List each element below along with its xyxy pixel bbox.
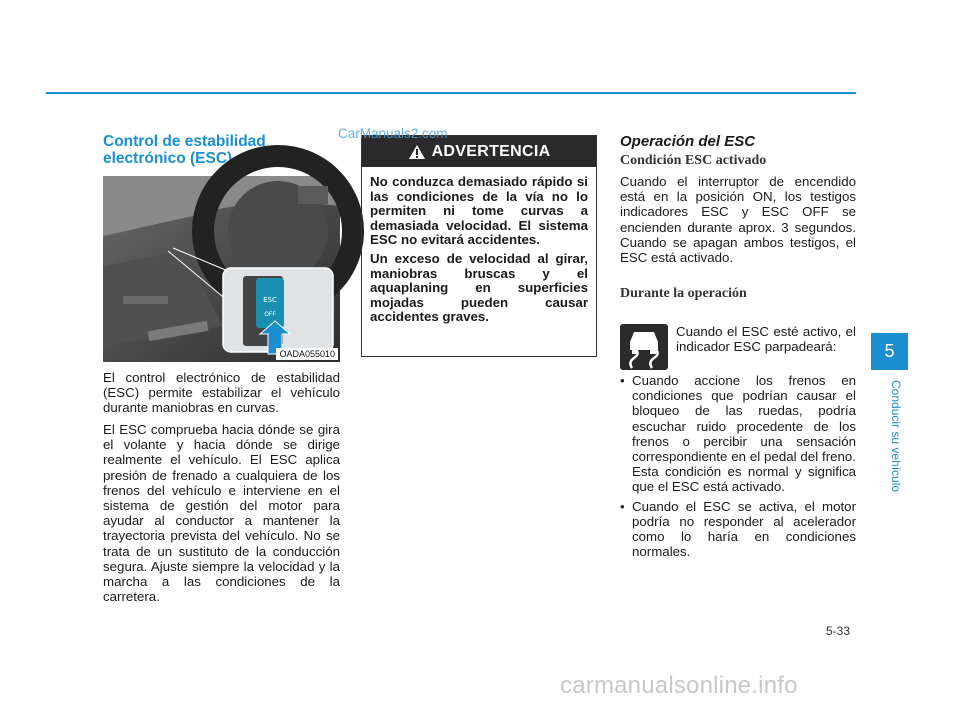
activated-paragraph: Cuando el interruptor de encendido está en la posición ON, los testigos indicadores ESC y ESC OFF se encienden durante aprox. 3 segundos. Cuando se apagan ambos testigos, el ESC está activado.	[620, 174, 856, 266]
chapter-number-tab: 5	[871, 333, 908, 370]
warning-box	[361, 135, 597, 357]
top-watermark: CarManuals2.com	[338, 126, 448, 141]
subheading-during-operation: Durante la operación	[620, 286, 747, 302]
warning-paragraph-1: No conduzca demasiado rápido si las condiciones de la vía no lo permiten ni tome curvas a demasiada velocidad. El sistema ESC no evitará accidentes.	[370, 174, 588, 248]
footer-watermark: carmanualsonline.info	[560, 672, 798, 699]
subheading-activated: Condición ESC activado	[620, 153, 767, 168]
page-number: 5-33	[826, 624, 851, 638]
esc-switch-photo	[103, 176, 340, 362]
warning-header-label: ADVERTENCIA	[431, 142, 551, 160]
right-column	[620, 133, 856, 302]
image-caption: OADA055010	[276, 348, 338, 360]
warning-paragraph-2: Un exceso de velocidad al girar, maniobras bruscas y el aquaplaning en superficies mojadas pueden causar accidentes graves.	[370, 250, 588, 325]
chapter-label	[876, 378, 903, 518]
operation-heading: Operación del ESC	[620, 133, 756, 150]
warning-triangle-icon	[408, 144, 426, 160]
svg-text:ESC: ESC	[263, 296, 277, 304]
section-title-line1: Control de estabilidad	[103, 133, 266, 150]
esc-indicator-icon	[620, 324, 668, 370]
top-rule	[46, 92, 856, 94]
section-title-line2: electrónico (ESC)	[103, 150, 233, 167]
list-item: • Cuando el ESC se activa, el motor podría no responder al acelerador como lo haría en condiciones normales.	[620, 499, 856, 560]
list-item: • Cuando accione los frenos en condiciones que podrían causar el bloqueo de las ruedas, podría escuchar ruido procedente de los frenos o percibir una sensación correspondiente en el pedal del freno. Esta condición es normal y significa que el ESC está activado.	[620, 373, 856, 495]
indicator-blink-text: Cuando el ESC esté activo, el indicador ESC parpadeará:	[676, 324, 856, 355]
operation-bullet-list	[620, 373, 856, 563]
left-paragraph-2: El ESC comprueba hacia dónde se gira el volante y hacia dónde se dirige realmente el vehículo. El ESC aplica presión de frenado a cualquiera de los frenos del vehículo e interviene en el sistema de gestión del motor para ayudar al conductor a mantener la trayectoria prevista del vehículo. No se trata de un sustituto de la conducción segura. Ajuste siempre la velocidad y la marcha a las condiciones de la carretera.	[103, 422, 340, 605]
chapter-label-text: Conducir su vehículo	[889, 380, 903, 493]
left-paragraph-1: El control electrónico de estabilidad (ESC) permite estabilizar el vehículo durante maniobras en curvas.	[103, 370, 340, 416]
svg-text:OFF: OFF	[264, 311, 276, 318]
